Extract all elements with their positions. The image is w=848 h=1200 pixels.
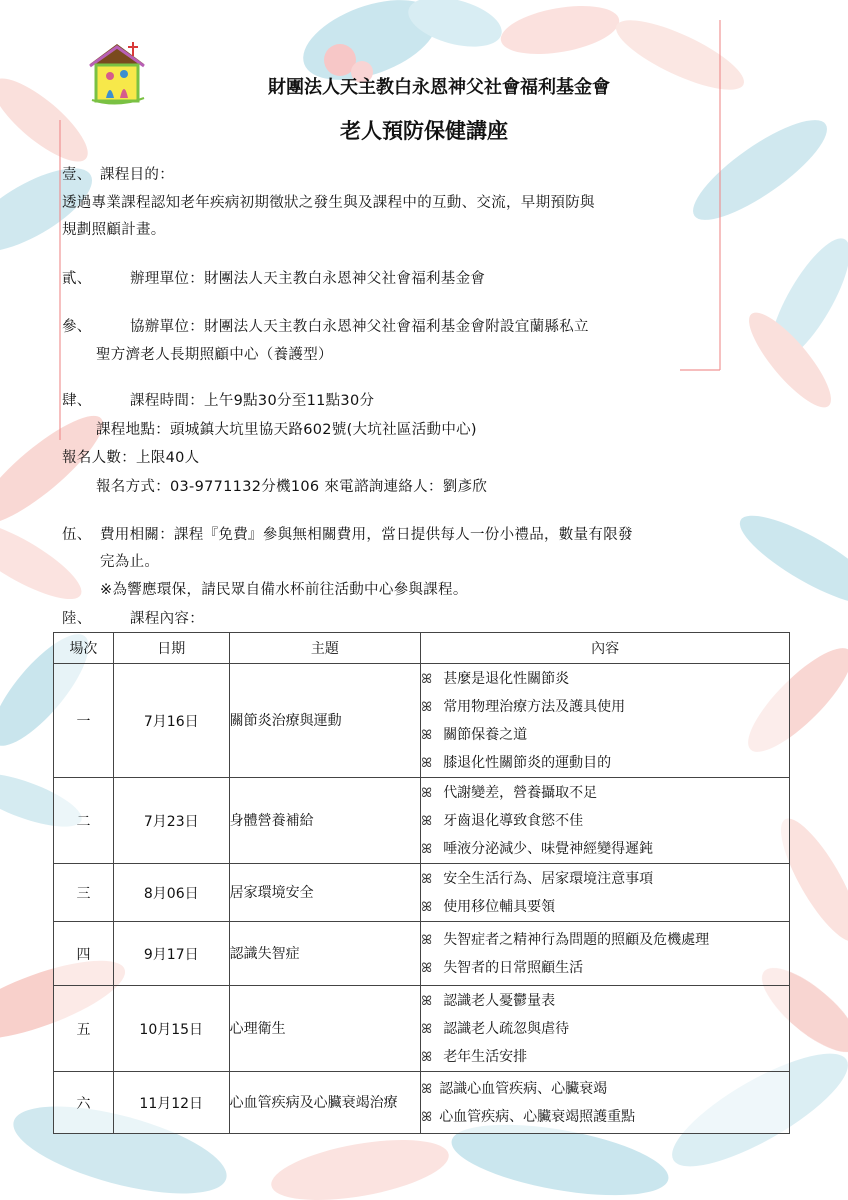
flower-bullet-icon: ꕤ [421, 1049, 433, 1065]
flower-bullet-icon: ꕤ [421, 785, 433, 801]
flower-bullet-icon: ꕤ [421, 727, 433, 743]
header-topic: 主題 [229, 633, 421, 664]
section-course-content [62, 607, 204, 628]
list-item: ꕤ 認識心血管疾病、心臟衰竭 [421, 1075, 789, 1103]
content-cell [421, 922, 790, 986]
date-cell: 11月12日 [113, 1072, 229, 1134]
table-row [54, 1072, 790, 1134]
flower-bullet-icon: ꕤ [421, 813, 433, 829]
table-row [54, 922, 790, 986]
list-item: ꕤ 認識老人疏忽與虐待 [421, 1015, 789, 1043]
content-cell [421, 778, 790, 864]
section-number: 陸、 [62, 611, 92, 627]
content-cell [421, 864, 790, 922]
list-item: ꕤ 失智者的日常照顧生活 [421, 954, 789, 982]
flower-bullet-icon: ꕤ [421, 1021, 433, 1037]
section-title: 課程目的： [100, 167, 174, 183]
section-number: 肆、 [62, 393, 92, 409]
flower-bullet-icon: ꕤ [421, 899, 433, 915]
flower-bullet-icon: ꕤ [421, 699, 433, 715]
organizer-text: 辦理單位：財團法人天主教白永恩神父社會福利基金會 [130, 271, 486, 287]
fee-text-2: 完為止。 [100, 554, 160, 570]
flower-bullet-icon: ꕤ [421, 1081, 433, 1097]
event-title: 老人預防保健講座 [340, 119, 508, 143]
table-header-row [54, 633, 790, 664]
section-number: 伍、 [62, 527, 92, 543]
flower-bullet-icon: ꕤ [421, 871, 433, 887]
list-item: ꕤ 唾液分泌減少、味覺神經變得遲鈍 [421, 835, 789, 863]
organization-title: 財團法人天主教白永恩神父社會福利基金會 [268, 77, 610, 98]
list-item: ꕤ 關節保養之道 [421, 721, 789, 749]
co-organizer-text-2: 聖方濟老人長期照顧中心（養護型） [96, 347, 333, 363]
list-item: ꕤ 心血管疾病、心臟衰竭照護重點 [421, 1103, 789, 1131]
topic-cell: 心理衛生 [229, 986, 421, 1072]
topic-cell: 居家環境安全 [229, 864, 421, 922]
topic-cell: 認識失智症 [229, 922, 421, 986]
course-place-text: 課程地點：頭城鎮大坑里協天路602號(大坑社區活動中心) [96, 422, 477, 438]
section-number: 參、 [62, 319, 92, 335]
list-item: ꕤ 認識老人憂鬱量表 [421, 987, 789, 1015]
topic-cell: 心血管疾病及心臟衰竭治療 [229, 1072, 421, 1134]
list-item: ꕤ 失智症者之精神行為問題的照顧及危機處理 [421, 926, 789, 954]
list-item: ꕤ 甚麼是退化性關節炎 [421, 665, 789, 693]
session-cell: 六 [54, 1072, 114, 1134]
header-session: 場次 [54, 633, 114, 664]
session-cell: 三 [54, 864, 114, 922]
list-item: ꕤ 代謝變差，營養攝取不足 [421, 779, 789, 807]
course-content-title: 課程內容： [130, 611, 204, 627]
content-cell [421, 664, 790, 778]
purpose-text-line-1: 透過專業課程認知老年疾病初期徵狀之發生與及課程中的互動、交流，早期預防與 [62, 195, 595, 211]
table-row [54, 864, 790, 922]
date-cell: 8月06日 [113, 864, 229, 922]
topic-cell: 關節炎治療與運動 [229, 664, 421, 778]
table-row [54, 778, 790, 864]
date-cell: 7月23日 [113, 778, 229, 864]
course-schedule-table [53, 632, 790, 1134]
flower-bullet-icon: ꕤ [421, 755, 433, 771]
list-item: ꕤ 膝退化性關節炎的運動目的 [421, 749, 789, 777]
section-purpose-heading [62, 163, 174, 184]
table-row [54, 986, 790, 1072]
enrollment-count-text: 報名人數：上限40人 [62, 450, 200, 466]
flower-bullet-icon: ꕤ [421, 932, 433, 948]
flower-bullet-icon: ꕤ [421, 993, 433, 1009]
list-item: ꕤ 常用物理治療方法及護具使用 [421, 693, 789, 721]
list-item: ꕤ 使用移位輔具要領 [421, 893, 789, 921]
section-co-organizer [62, 315, 589, 336]
session-cell: 二 [54, 778, 114, 864]
session-cell: 四 [54, 922, 114, 986]
content-cell [421, 1072, 790, 1134]
eco-note: ※為響應環保，請民眾自備水杯前往活動中心參與課程。 [100, 582, 468, 598]
section-number: 壹、 [62, 167, 92, 183]
topic-cell: 身體營養補給 [229, 778, 421, 864]
flower-bullet-icon: ꕤ [421, 960, 433, 976]
signup-method-text: 報名方式：03-9771132分機106 來電諮詢連絡人：劉彥欣 [96, 479, 488, 495]
list-item: ꕤ 老年生活安排 [421, 1043, 789, 1071]
date-cell: 9月17日 [113, 922, 229, 986]
section-number: 貳、 [62, 271, 92, 287]
flower-bullet-icon: ꕤ [421, 1109, 433, 1125]
date-cell: 7月16日 [113, 664, 229, 778]
header-content: 內容 [421, 633, 790, 664]
list-item: ꕤ 安全生活行為、居家環境注意事項 [421, 865, 789, 893]
session-cell: 一 [54, 664, 114, 778]
section-fee [62, 523, 633, 544]
table-row [54, 664, 790, 778]
header-date: 日期 [113, 633, 229, 664]
flower-bullet-icon: ꕤ [421, 841, 433, 857]
co-organizer-text-1: 協辦單位：財團法人天主教白永恩神父社會福利基金會附設宜蘭縣私立 [130, 319, 589, 335]
list-item: ꕤ 牙齒退化導致食慾不佳 [421, 807, 789, 835]
course-time-text: 課程時間：上午9點30分至11點30分 [130, 393, 375, 409]
content-cell [421, 986, 790, 1072]
session-cell: 五 [54, 986, 114, 1072]
section-organizer [62, 267, 485, 288]
flower-bullet-icon: ꕤ [421, 671, 433, 687]
section-course-time [62, 389, 374, 410]
purpose-text-line-2: 規劃照顧計畫。 [62, 222, 166, 238]
date-cell: 10月15日 [113, 986, 229, 1072]
fee-text-1: 費用相關：課程『免費』參與無相關費用，當日提供每人一份小禮品，數量有限發 [100, 527, 633, 543]
